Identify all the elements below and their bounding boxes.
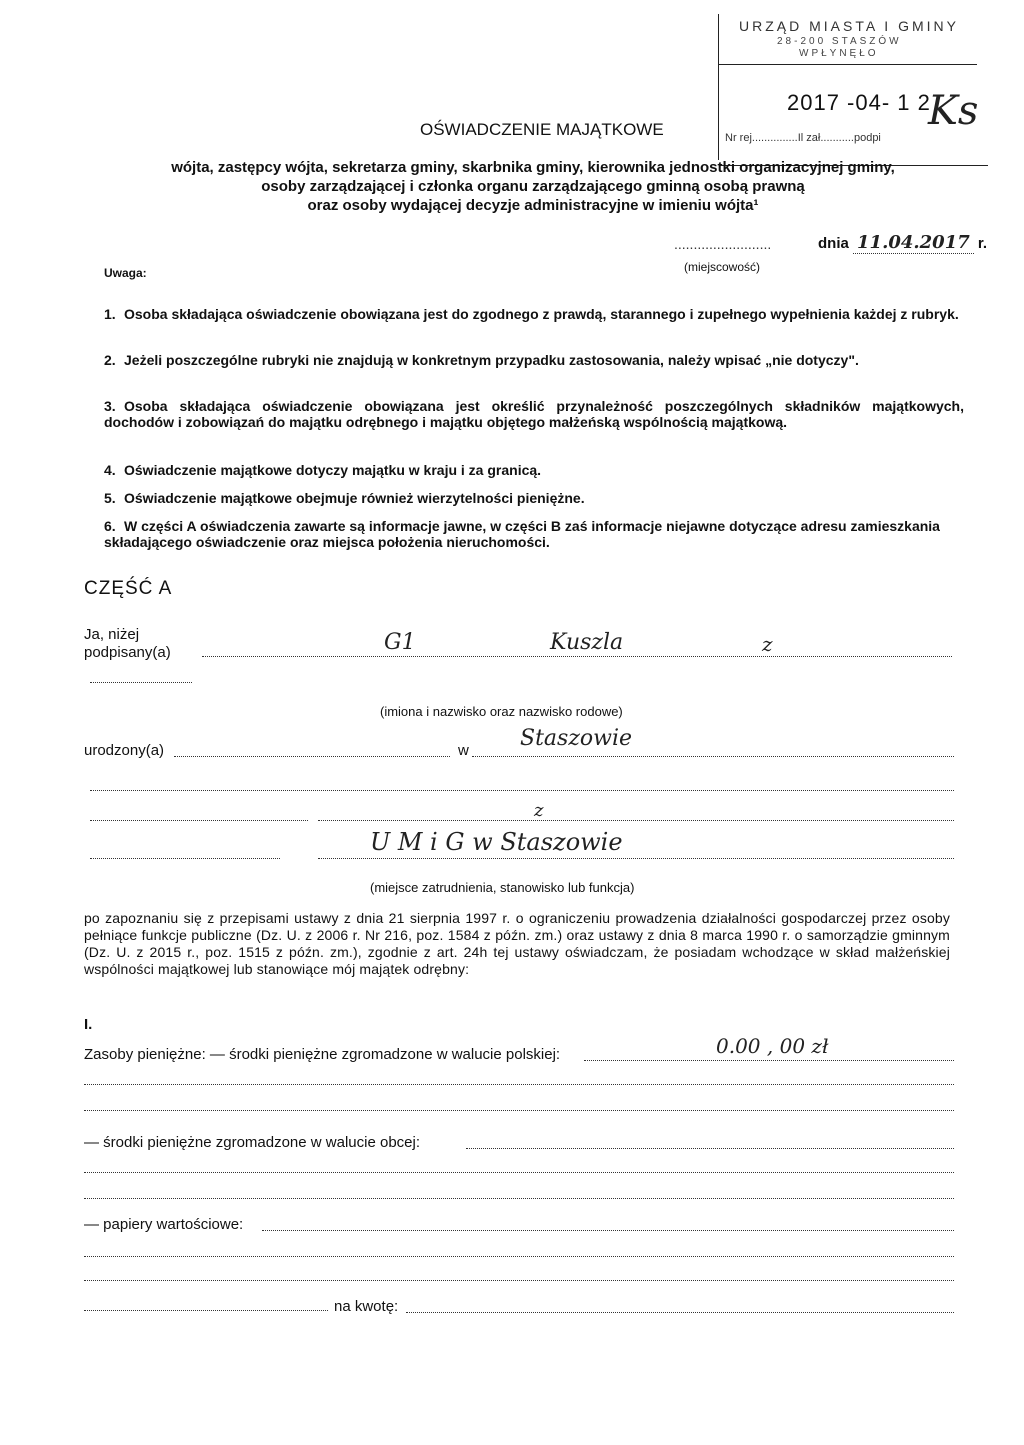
securities-amount-pre[interactable]	[84, 1310, 328, 1311]
cash-pln-field[interactable]	[584, 1060, 954, 1061]
note-4: 4. Oświadczenie majątkowe dotyczy majątku w kraju i za granicą.	[104, 462, 542, 478]
place-caption: (miejscowość)	[684, 260, 761, 274]
cash-pln-line-2[interactable]	[84, 1084, 954, 1085]
born-w-label: w	[458, 742, 469, 759]
stamp-date: 2017 -04- 1 2	[787, 90, 931, 115]
stamp-registry-line: Nr rej...............Il zał...........podpi	[725, 132, 881, 144]
employment-caption: (miejsce zatrudnienia, stanowisko lub funkcja)	[370, 880, 635, 895]
subtitle-line-3: oraz osoby wydającej decyzje administracyjne w imieniu wójta¹	[307, 197, 759, 214]
document-title: OŚWIADCZENIE MAJĄTKOWE	[420, 120, 664, 139]
cash-foreign-field[interactable]	[466, 1148, 954, 1149]
name-field-line-2[interactable]	[90, 682, 192, 683]
document-subtitle	[80, 158, 986, 215]
born-label: urodzony(a)	[84, 742, 165, 759]
declaration-text: po zapoznaniu się z przepisami ustawy z dnia 21 sierpnia 1997 r. o ograniczeniu prowadzenia działalności gospodarczej przez osoby pełniące funkcje publiczne (Dz. U. z 2006 r. Nr 216, poz. 1584 z późn. zm.) oraz ustawy z dnia 8 marca 1990 r. o samorządzie gminnym (Dz. U. z 2015 r., poz. 1515 z późn. zm.), zgodnie z art. 24h tej ustawy oświadczam, że posiadam wchodzące w skład małżeńskiej wspólności majątkowej lub stanowiące mój majątek odrębny:	[84, 910, 950, 977]
place-dots: .........................	[674, 236, 772, 252]
stamp-initials: Ks	[928, 88, 979, 134]
date-field[interactable]	[818, 232, 987, 253]
stamp-divider	[719, 64, 977, 65]
subtitle-line-1: wójta, zastępcy wójta, sekretarza gminy, skarbnika gminy, kierownika jednostki organizacyjnej gminy,	[171, 159, 895, 176]
uwaga-label: Uwaga:	[104, 266, 147, 280]
hand-birthplace: Staszowie	[520, 726, 633, 751]
place-field[interactable]	[674, 236, 771, 252]
employment-line-2a[interactable]	[90, 858, 280, 859]
subtitle-line-2: osoby zarządzającej i członka organu zarządzającego gminną osobą prawną	[261, 178, 805, 195]
hand-name-part-1: G1	[384, 630, 416, 655]
employment-line-1b[interactable]	[318, 820, 954, 821]
note-1: 1. Osoba składająca oświadczenie obowiązana jest do zgodnego z prawdą, starannego i zupełnego wypełnienia każdej z rubryk.	[104, 306, 959, 322]
date-r-label: r.	[977, 235, 988, 252]
note-6: 6. W części A oświadczenia zawarte są informacje jawne, w części B zaś informacje niejawne dotyczące adresu zamieszkania składającego oświadczenie oraz miejsca położenia nieruchomości.	[104, 518, 940, 550]
securities-line-3[interactable]	[84, 1280, 954, 1281]
securities-field[interactable]	[262, 1230, 954, 1231]
cash-pln-label: Zasoby pieniężne: — środki pieniężne zgromadzone w walucie polskiej:	[84, 1046, 561, 1063]
signatory-label: Ja, niżej podpisany(a)	[84, 626, 171, 661]
stamp-office-address: 28-200 STASZÓW	[777, 36, 902, 47]
hand-employer: U M i G w Staszowie	[370, 828, 623, 856]
date-label: dnia	[818, 235, 849, 252]
stamp-office-name: URZĄD MIASTA I GMINY	[739, 18, 959, 34]
amount-label: na kwotę:	[334, 1298, 399, 1315]
securities-amount-field[interactable]	[406, 1312, 954, 1313]
hand-name-part-3: z	[762, 632, 773, 656]
date-value: 11.04.2017	[853, 232, 974, 254]
hand-z: z	[534, 800, 544, 821]
note-2: 2. Jeżeli poszczególne rubryki nie znajdują w konkretnym przypadku zastosowania, należy wpisać „nie dotyczy".	[104, 352, 859, 368]
note-3: 3. Osoba składająca oświadczenie obowiązana jest określić przynależność poszczególnych składników majątkowych, dochodów i zobowiązań do majątku odrębnego i majątku objętego małżeńską wspólnością majątkową.	[104, 398, 964, 430]
cash-foreign-line-2[interactable]	[84, 1172, 954, 1173]
registry-stamp	[718, 14, 977, 160]
section-i-number: I.	[84, 1016, 93, 1033]
cash-foreign-line-3[interactable]	[84, 1198, 954, 1199]
hand-name-part-2: Kuszla	[550, 630, 624, 655]
birth-date-field[interactable]	[174, 756, 450, 757]
note-5: 5. Oświadczenie majątkowe obejmuje również wierzytelności pieniężne.	[104, 490, 585, 506]
employment-line-1a[interactable]	[90, 820, 308, 821]
part-a-heading: CZĘŚĆ A	[84, 578, 173, 599]
stamp-received: WPŁYNĘŁO	[799, 48, 879, 59]
name-caption: (imiona i nazwisko oraz nazwisko rodowe)	[380, 704, 623, 719]
birthplace-field[interactable]	[472, 756, 954, 757]
hand-cash-amount: 0.00 , 00 zł	[716, 1034, 829, 1058]
address-line-1[interactable]	[90, 790, 954, 791]
cash-pln-line-3[interactable]	[84, 1110, 954, 1111]
securities-line-2[interactable]	[84, 1256, 954, 1257]
employment-line-2b[interactable]	[318, 858, 954, 859]
name-field[interactable]	[202, 656, 952, 657]
securities-label: — papiery wartościowe:	[84, 1216, 244, 1233]
cash-foreign-label: — środki pieniężne zgromadzone w walucie obcej:	[84, 1134, 421, 1151]
